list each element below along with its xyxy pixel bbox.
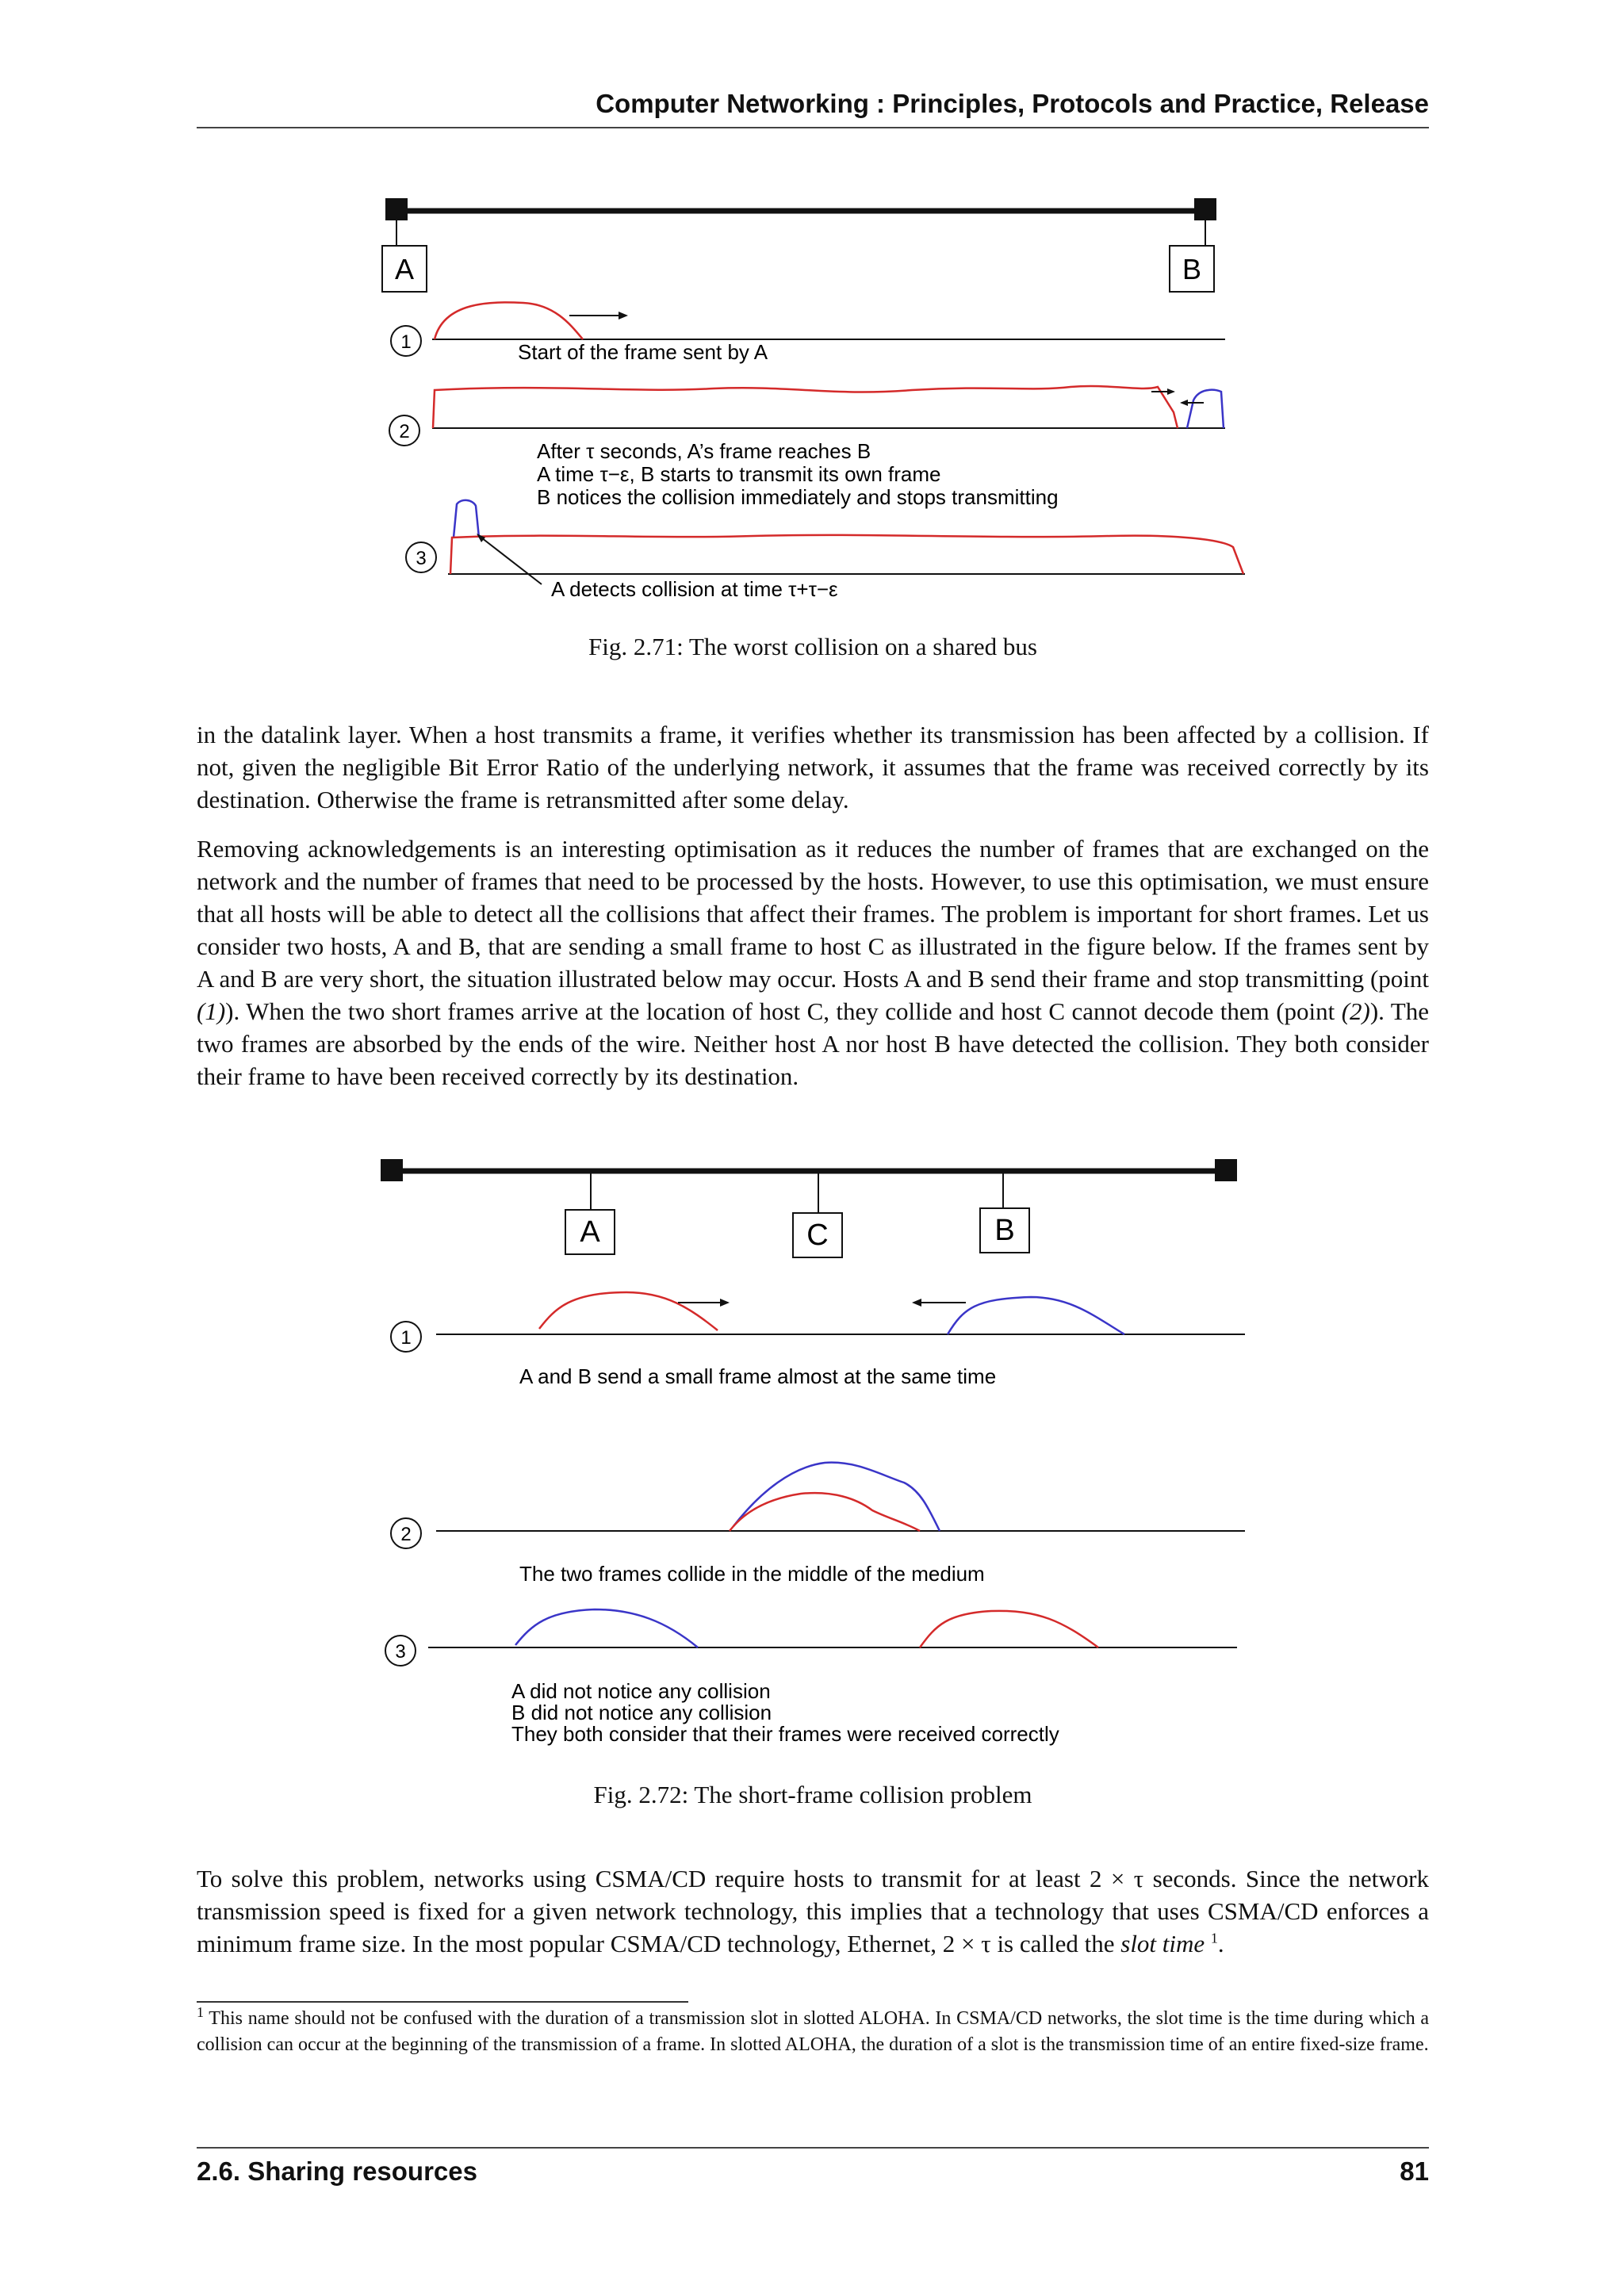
running-header: Computer Networking : Principles, Protocols and Practice, Release <box>596 89 1429 118</box>
host-label-c: C <box>806 1219 829 1252</box>
frame-b-step3 <box>454 500 479 538</box>
step-number-2: 2 <box>400 1524 412 1545</box>
step3-label: A detects collision at time τ+τ−ε <box>551 577 838 601</box>
footnote-ref[interactable]: 1 <box>1210 1930 1218 1946</box>
step-number-3: 3 <box>416 548 427 569</box>
step2-line2: A time τ−ε, B starts to transmit its own frame <box>537 462 941 486</box>
frame-a-step3 <box>920 1611 1098 1647</box>
footnote-number: 1 <box>197 2004 204 2020</box>
host-label-a: A <box>580 1215 600 1249</box>
slot-time-term: slot time <box>1120 1930 1205 1957</box>
step-number-1: 1 <box>400 331 412 353</box>
frame-b-step1 <box>948 1297 1124 1334</box>
step1-label: A and B send a small frame almost at the same time <box>519 1364 997 1388</box>
collision-pointer <box>478 535 542 584</box>
paragraph-slot-time: To solve this problem, networks using CSMA/CD require hosts to transmit for at least 2 × τ seconds. Since the network transmission speed is fixed for a given network technology, this implies that a technology that uses CSMA/CD enforces a minimum frame size. In the most popular CSMA/CD technology, Ethernet, 2 × τ is called the slot time $^1$. <box>197 1865 1429 1957</box>
host-label-b: B <box>1182 253 1202 285</box>
frame-a-step3 <box>450 535 1243 574</box>
figure-short-frame-collision <box>0 1134 1624 1760</box>
frame-b-step2 <box>1187 390 1224 428</box>
step-number-2: 2 <box>399 421 410 442</box>
bus-terminator-left <box>385 198 408 220</box>
frame-a-step2 <box>433 386 1178 428</box>
page-number: 81 <box>1400 2156 1429 2186</box>
frame-blue-step2 <box>733 1463 940 1531</box>
host-label-a: A <box>394 253 415 285</box>
footer-section: 2.6. Sharing resources <box>197 2156 477 2186</box>
bus-terminator-right <box>1194 198 1216 220</box>
figure-worst-collision <box>0 0 1624 634</box>
bus-terminator-right <box>1215 1159 1237 1181</box>
paragraph-datalink: in the datalink layer. When a host transmits a frame, it verifies whether its transmission has been affected by a collision. If not, given the negligible Bit Error Ratio of the underlying network, it assumes that the frame was received correctly by its destination. Otherwise the frame is retransmitted after some delay. <box>197 721 1429 813</box>
host-label-b: B <box>994 1214 1015 1247</box>
step3-line3: They both consider that their frames were received correctly <box>511 1722 1059 1746</box>
figure-caption-2-72: Fig. 2.72: The short-frame collision problem <box>593 1781 1032 1808</box>
step3-line2: B did not notice any collision <box>511 1701 772 1724</box>
footnote: $^1$ This name should not be confused with the duration of a transmission slot in slotted ALOHA. In CSMA/CD networks, the slot time is the time during which a collision can occur at the beginning of the transmission of a frame. In slotted ALOHA, the duration of a slot is the transmission time of an entire fixed-size frame. <box>197 2004 1429 2055</box>
step-number-3: 3 <box>395 1641 406 1663</box>
step1-label: Start of the frame sent by A <box>518 340 768 364</box>
step-number-1: 1 <box>400 1327 412 1349</box>
paragraph-removing-acks: Removing acknowledgements is an interesting optimisation as it reduces the number of frames that are exchanged on the network and the number of frames that need to be processed by the hosts. However, to use this optimisation, we must ensure that all hosts will be able to detect all the collisions that affect their frames. The problem is important for short frames. Let us consider two hosts, A and B, that are sending a small frame to host C as illustrated in the figure below. If the frames sent by A and B are very short, the situation illustrated below may occur. Hosts A and B send their frame and stop transmitting (point (1)). When the two short frames arrive at the location of host C, they collide and host C cannot decode them (point (2)). The two frames are absorbed by the ends of the wire. Neither host A nor host B have detected the collision. They both consider their frame to have been received correctly by its destination. <box>197 835 1429 1090</box>
bus-terminator-left <box>381 1159 403 1181</box>
frame-a-step1 <box>435 302 583 339</box>
frame-a-step1 <box>539 1292 718 1330</box>
step2-line1: After τ seconds, A’s frame reaches B <box>537 439 871 463</box>
step2-label: The two frames collide in the middle of the medium <box>519 1562 985 1586</box>
step3-line1: A did not notice any collision <box>511 1679 771 1703</box>
point-1-ref: (1) <box>197 997 226 1025</box>
figure-caption-2-71: Fig. 2.71: The worst collision on a shared bus <box>588 633 1037 660</box>
footnote-rule <box>197 2001 688 2003</box>
point-2-ref: (2) <box>1341 997 1370 1025</box>
step2-line3: B notices the collision immediately and stops transmitting <box>537 485 1059 509</box>
footer-rule <box>197 2147 1429 2149</box>
frame-b-step3 <box>515 1609 698 1647</box>
